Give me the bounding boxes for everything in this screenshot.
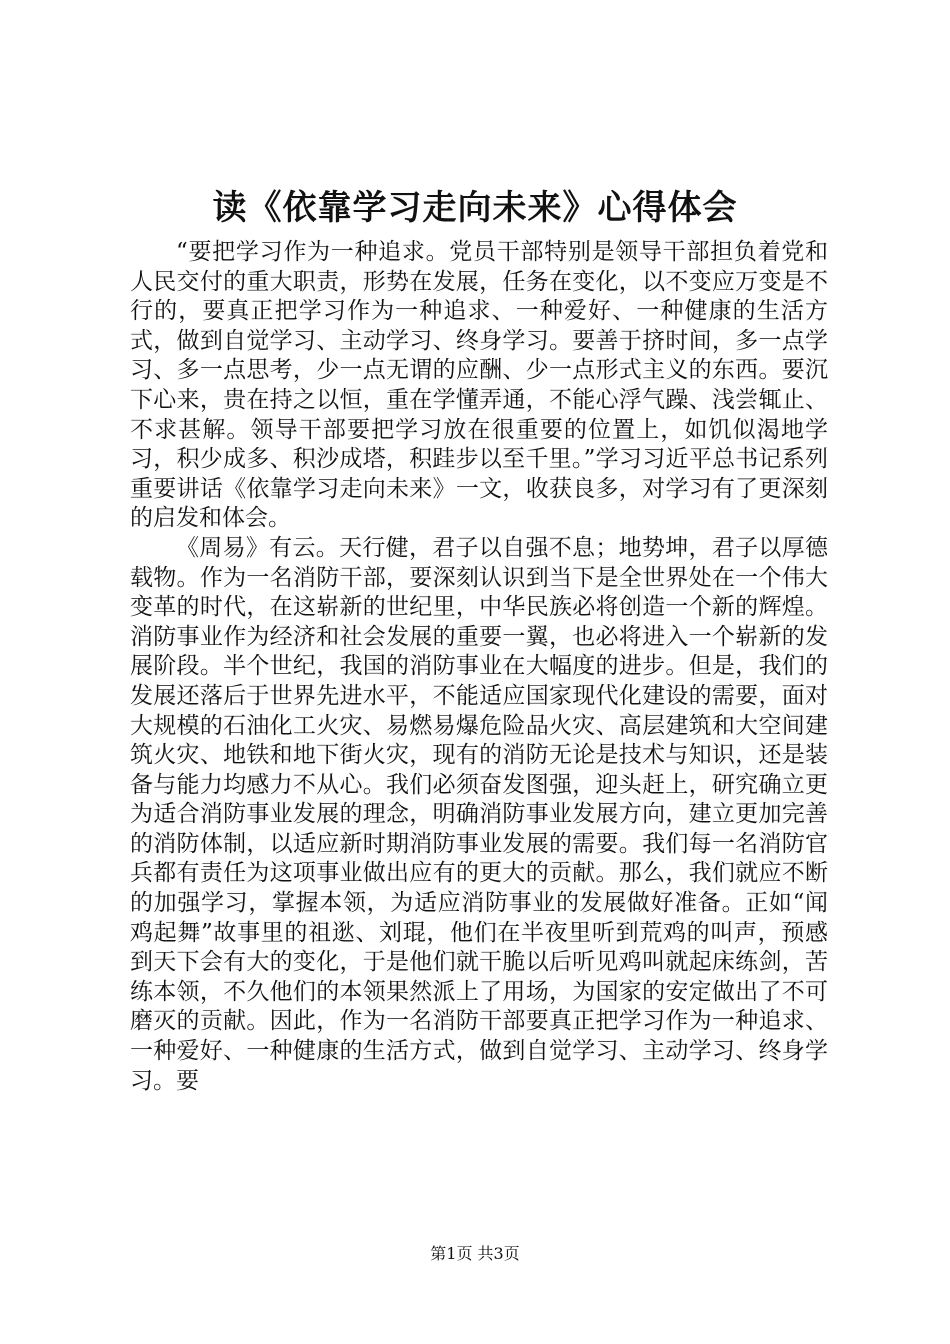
paragraph-2: 《周易》有云。天行健，君子以自强不息；地势坤，君子以厚德载物。作为一名消防干部，要深刻认识到当下是全世界处在一个伟大变革的时代，在这崭新的世纪里，中华民族必将创造一个新的辉煌。消防事业作为经济和社会发展的重要一翼，也必将进入一个崭新的发展阶段。半个世纪，我国的消防事业在大幅度的进步。但是，我们的发展还落后于世界先进水平，不能适应国家现代化建设的需要，面对大规模的石油化工火灾、易燃易爆危险品火灾、高层建筑和大空间建筑火灾、地铁和地下街火灾，现有的消防无论是技术与知识，还是装备与能力均感力不从心。我们必须奋发图强，迎头赶上，研究确立更为适合消防事业发展的理念，明确消防事业发展方向，建立更加完善的消防体制，以适应新时期消防事业发展的需要。我们每一名消防官兵都有责任为这项事业做出应有的更大的贡献。那么，我们就应不断的加强学习，掌握本领，为适应消防事业的发展做好准备。正如“闻鸡起舞”故事里的祖逖、刘琨，他们在半夜里听到荒鸡的叫声，预感到天下会有大的变化，于是他们就干脆以后听见鸡叫就起床练剑，苦练本领，不久他们的本领果然派上了用场，为国家的安定做出了不可磨灭的贡献。因此，作为一名消防干部要真正把学习作为一种追求、一种爱好、一种健康的生活方式，做到自觉学习、主动学习、终身学习。要 — [130, 534, 828, 1094]
paragraph-1: “要把学习作为一种追求。党员干部特别是领导干部担负着党和人民交付的重大职责，形势在发展，任务在变化，以不变应万变是不行的，要真正把学习作为一种追求、一种爱好、一种健康的生活方式，做到自觉学习、主动学习、终身学习。要善于挤时间，多一点学习、多一点思考，少一点无谓的应酬、少一点形式主义的东西。要沉下心来，贵在持之以恒，重在学懂弄通，不能心浮气躁、浅尝辄止、不求甚解。领导干部要把学习放在很重要的位置上，如饥似渴地学习，积少成多、积沙成塔，积跬步以至千里。”学习习近平总书记系列重要讲话《依靠学习走向未来》一文，收获良多，对学习有了更深刻的启发和体会。 — [130, 239, 828, 532]
document-body — [130, 238, 828, 1096]
document-title: 读《依靠学习走向未来》心得体会 — [212, 188, 738, 228]
page-footer: 第1页 共3页 — [430, 1244, 520, 1263]
